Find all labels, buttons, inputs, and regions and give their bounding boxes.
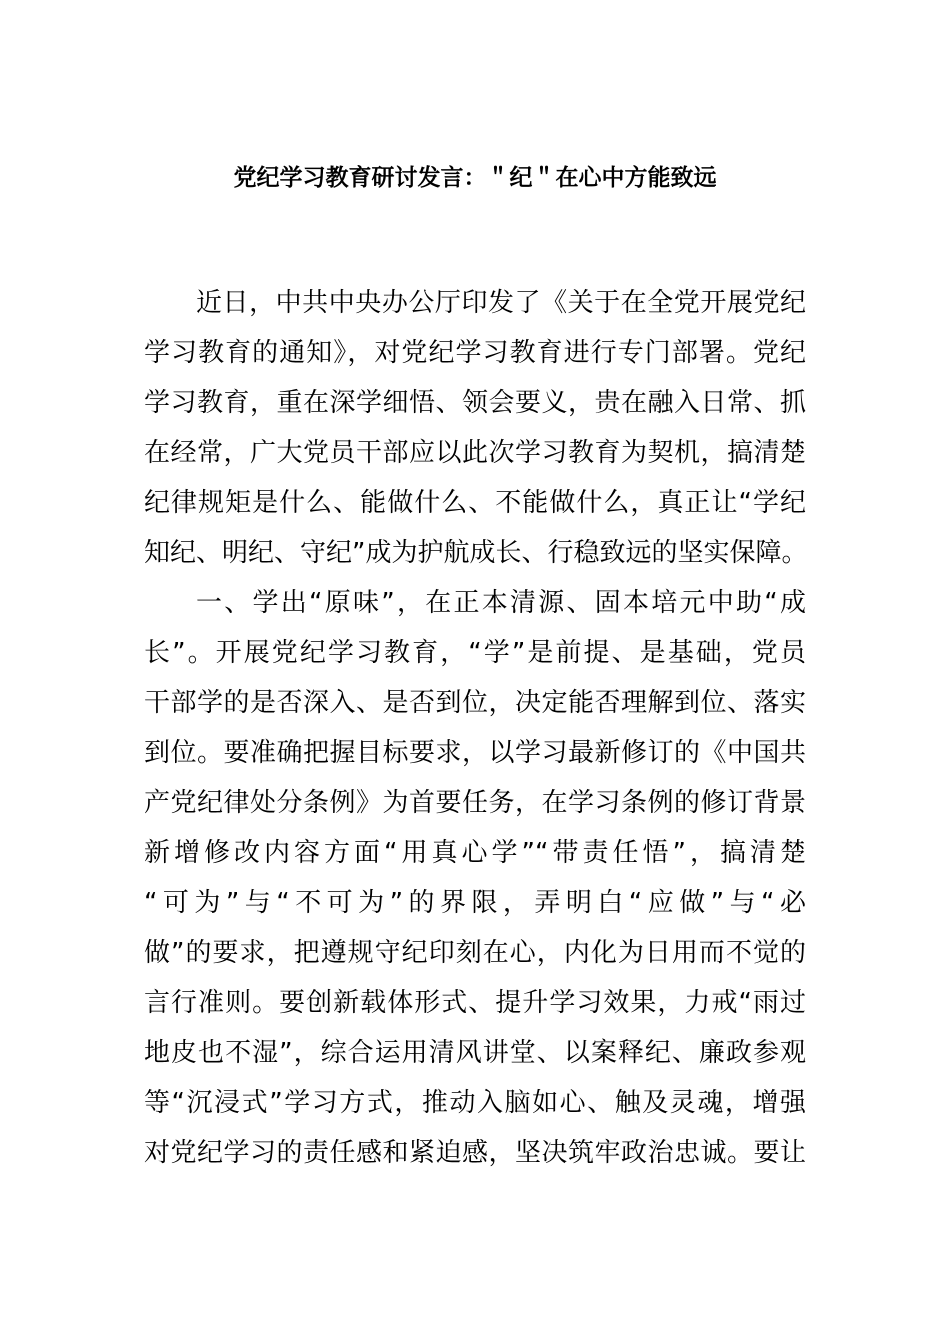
document-title: 党纪学习教育研讨发言：＂纪＂在心中方能致远 [233, 165, 717, 191]
paragraph-line: 干部学的是否深入、是否到位，决定能否理解到位、落实 [144, 688, 806, 718]
paragraph-line: 言行准则。要创新载体形式、提升学习效果，力戒“雨过 [144, 988, 806, 1018]
paragraph-line: 到位。要准确把握目标要求，以学习最新修订的《中国共 [144, 738, 806, 768]
paragraph-line: 在经常，广大党员干部应以此次学习教育为契机，搞清楚 [144, 438, 806, 468]
paragraph-line: “可为”与“不可为”的界限，弄明白“应做”与“必 [144, 888, 806, 918]
paragraph-line: 新增修改内容方面“用真心学”“带责任悟”，搞清楚 [144, 838, 806, 868]
paragraph-line: 地皮也不湿”，综合运用清风讲堂、以案释纪、廉政参观 [144, 1038, 806, 1068]
paragraph-line: 长”。开展党纪学习教育，“学”是前提、是基础，党员 [144, 638, 806, 668]
paragraph-line: 对党纪学习的责任感和紧迫感，坚决筑牢政治忠诚。要让 [144, 1138, 806, 1168]
paragraph-line: 学习教育，重在深学细悟、领会要义，贵在融入日常、抓 [144, 388, 806, 418]
paragraph-line: 等“沉浸式”学习方式，推动入脑如心、触及灵魂，增强 [144, 1088, 806, 1118]
paragraph-line: 知纪、明纪、守纪”成为护航成长、行稳致远的坚实保障。 [144, 538, 808, 568]
paragraph-line: 学习教育的通知》，对党纪学习教育进行专门部署。党纪 [144, 338, 806, 368]
paragraph-line: 近日，中共中央办公厅印发了《关于在全党开展党纪 [196, 288, 806, 318]
paragraph-line: 纪律规矩是什么、能做什么、不能做什么，真正让“学纪 [144, 488, 806, 518]
paragraph-line: 一、学出“原味”，在正本清源、固本培元中助“成 [196, 588, 806, 618]
paragraph-line: 产党纪律处分条例》为首要任务，在学习条例的修订背景 [144, 788, 806, 818]
document-body [144, 278, 806, 1178]
paragraph-line: 做”的要求，把遵规守纪印刻在心，内化为日用而不觉的 [144, 938, 806, 968]
